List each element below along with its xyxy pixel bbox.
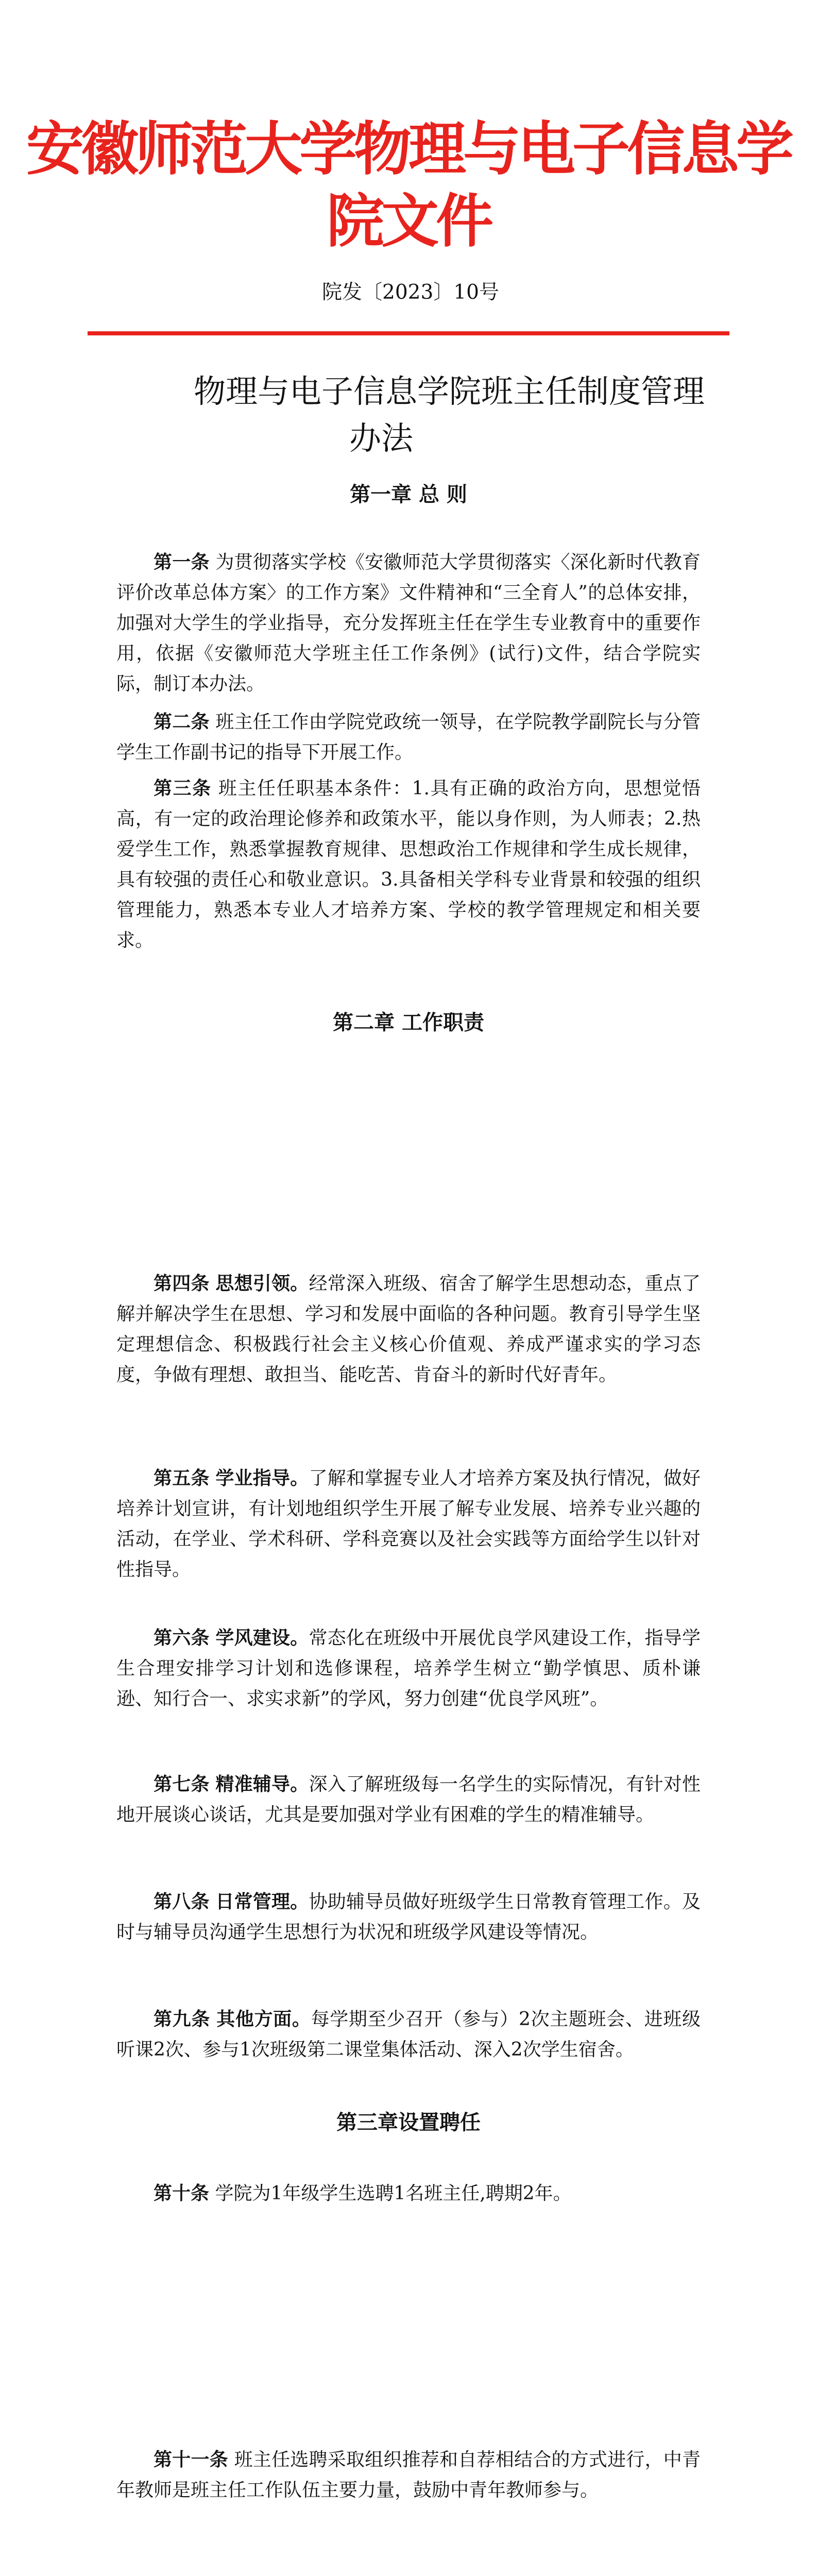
chapter-heading-2: 第二章 工作职责 (333, 1010, 484, 1035)
article-text: 深入了解班级每一名学生的实际情况，有针对性地开展谈心谈话，尤其是要加强对学业有困难的学生的精准辅导。 (116, 1774, 701, 1825)
document-title-line2: 办法 (349, 419, 414, 457)
article-9 (116, 2004, 701, 2065)
article-10 (116, 2178, 701, 2209)
article-number: 第四条 (154, 1273, 210, 1294)
article-number: 第十条 (154, 2182, 210, 2204)
article-text: 常态化在班级中开展优良学风建设工作，指导学生合理安排学习计划和选修课程，培养学生树立“勤学慎思、质朴谦逊、知行合一、求实求新”的学风，努力创建“优良学风班”。 (116, 1628, 701, 1709)
article-text: 了解和掌握专业人才培养方案及执行情况，做好培养计划宣讲，有计划地组织学生开展了解专业发展、培养专业兴趣的活动，在学业、学术科研、学科竞赛以及社会实践等方面给学生以针对性指导。 (116, 1468, 701, 1580)
article-number: 第二条 (154, 711, 210, 733)
article-number: 第五条 (154, 1467, 210, 1489)
document-title: 物理与电子信息学院班主任制度管理 (194, 372, 705, 410)
article-5 (116, 1463, 701, 1585)
article-text: 班主任选聘采取组织推荐和自荐相结合的方式进行，中青年教师是班主任工作队伍主要力量，鼓励中青年教师参与。 (116, 2449, 701, 2501)
document-header-title: 安徽师范大学物理与电子信息学院文件 (26, 116, 791, 255)
article-3 (116, 773, 701, 956)
article-6 (116, 1623, 701, 1714)
chapter-heading-1: 第一章 总 则 (350, 482, 467, 506)
article-text: 每学期至少召开（参与）2次主题班会、进班级听课2次、参与1次班级第二课堂集体活动、深入2次学生宿舍。 (116, 2009, 701, 2060)
article-number: 第七条 (154, 1773, 210, 1795)
article-text: 班主任工作由学院党政统一领导，在学院教学副院长与分管学生工作副书记的指导下开展工作。 (116, 711, 701, 763)
article-text: 经常深入班级、宿舍了解学生思想动态，重点了解并解决学生在思想、学习和发展中面临的各种问题。教育引导学生坚定理想信念、积极践行社会主义核心价值观、养成严谨求实的学习态度，争做有理想、敢担当、能吃苦、肯奋斗的新时代好青年。 (116, 1273, 701, 1385)
article-number: 第三条 (154, 777, 212, 799)
article-number: 第八条 (154, 1891, 210, 1912)
article-text: 协助辅导员做好班级学生日常教育管理工作。及时与辅导员沟通学生思想行为状况和班级学风建设等情况。 (116, 1891, 701, 1943)
article-heading: 学风建设。 (215, 1627, 309, 1649)
article-number: 第六条 (154, 1627, 210, 1649)
article-7 (116, 1769, 701, 1830)
article-text: 班主任任职基本条件：1.具有正确的政治方向，思想觉悟高，有一定的政治理论修养和政策水平，能以身作则，为人师表；2.热爱学生工作，熟悉掌握教育规律、思想政治工作规律和学生成长规律，具有较强的责任心和敬业意识。3.具备相关学科专业背景和较强的组织管理能力，熟悉本专业人才培养方案、学校的教学管理规定和相关要求。 (116, 778, 701, 951)
article-8 (116, 1887, 701, 1947)
article-number: 第十一条 (154, 2449, 228, 2470)
article-number: 第九条 (154, 2008, 211, 2030)
article-text: 学院为1年级学生选聘1名班主任,聘期2年。 (215, 2183, 572, 2204)
article-heading: 日常管理。 (215, 1891, 309, 1912)
article-11 (116, 2445, 701, 2505)
header-divider (88, 331, 729, 335)
article-heading: 精准辅导。 (215, 1773, 309, 1795)
article-heading: 思想引领。 (215, 1273, 309, 1294)
article-heading: 其他方面。 (216, 2008, 311, 2030)
article-text: 为贯彻落实学校《安徽师范大学贯彻落实〈深化新时代教育评价改革总体方案〉的工作方案》文件精神和“三全育人”的总体安排，加强对大学生的学业指导，充分发挥班主任在学生专业教育中的重要作用，依据《安徽师范大学班主任工作条例》(试行)文件，结合学院实际，制订本办法。 (116, 552, 701, 694)
article-2 (116, 707, 701, 768)
document-number: 院发〔2023〕10号 (322, 281, 499, 304)
article-4 (116, 1268, 701, 1390)
article-heading: 学业指导。 (215, 1467, 309, 1489)
chapter-heading-3: 第三章设置聘任 (336, 2110, 481, 2134)
article-1 (116, 547, 701, 699)
article-number: 第一条 (154, 551, 210, 573)
